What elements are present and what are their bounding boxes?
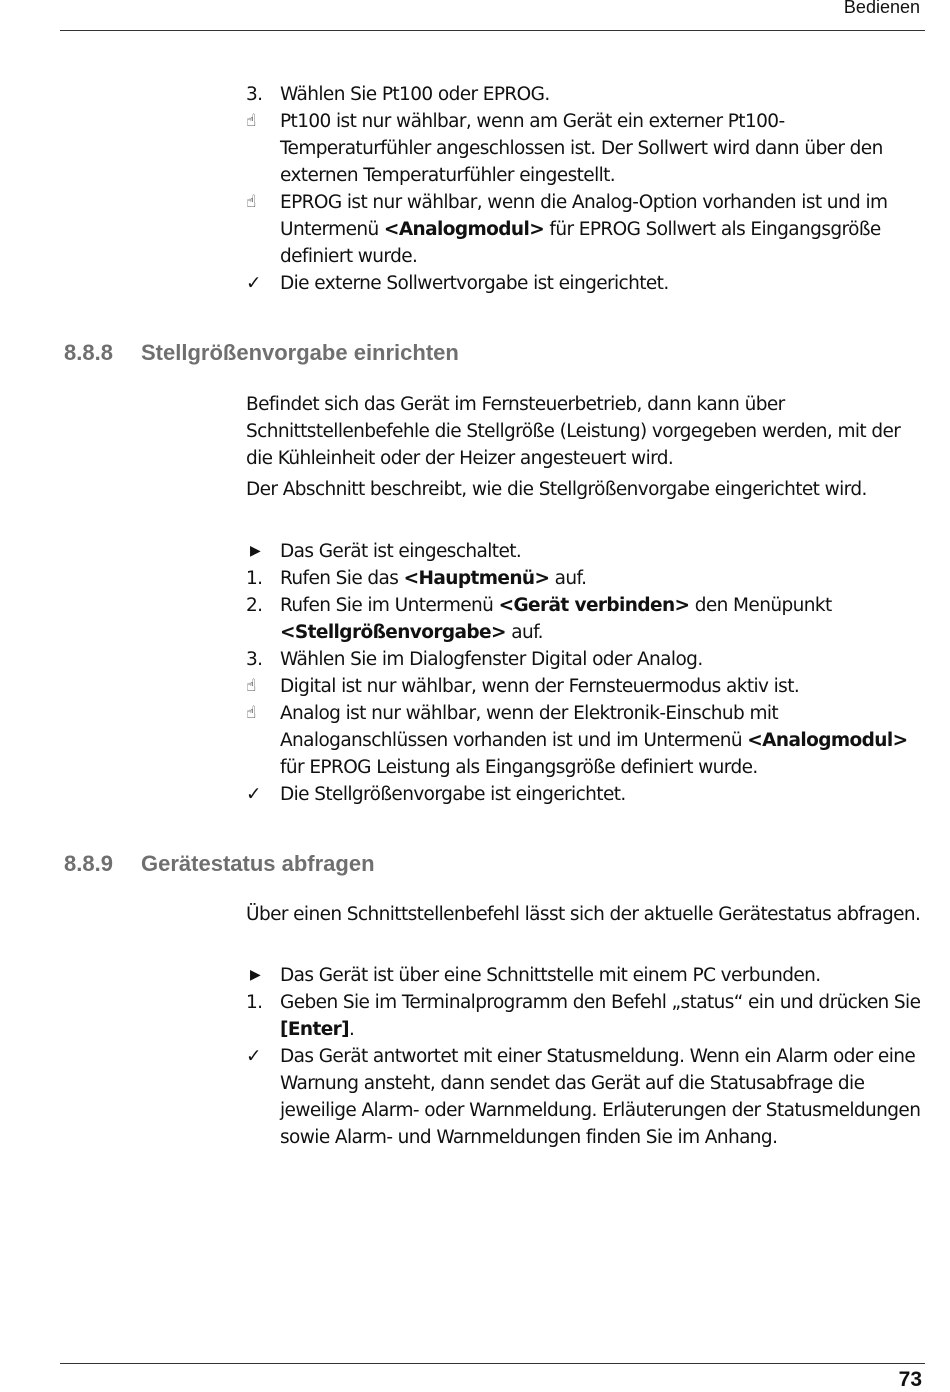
- section-888-intro: [246, 391, 926, 503]
- step-text: Rufen Sie im Untermenü <Gerät verbinden> den Menüpunkt <Stellgrößenvorgabe> auf.: [280, 595, 832, 643]
- note-item: [246, 189, 926, 270]
- note-text: Pt100 ist nur wählbar, wenn am Gerät ein externer Pt100-Temperaturfühler angeschlossen ist. Der Sollwert wird dann über den externen Temperaturfühler eingestellt.: [280, 111, 883, 186]
- intro-paragraph: Befindet sich das Gerät im Fernsteuerbetrieb, dann kann über Schnittstellenbefehle die Stellgröße (Leistung) vorgegeben werden, mit der die Kühleinheit oder der Heizer angesteuert wird.: [246, 394, 901, 469]
- note-text: Digital ist nur wählbar, wenn der Fernsteuermodus aktiv ist.: [280, 676, 800, 697]
- result-item: [246, 270, 926, 297]
- menu-reference: <Hauptmenü>: [403, 568, 550, 589]
- note-item: [246, 673, 926, 700]
- result-text: Das Gerät antwortet mit einer Statusmeldung. Wenn ein Alarm oder eine Warnung ansteht, dann sendet das Gerät auf die Statusabfrage die jeweilige Alarm- oder Warnmeldung. Erläuterungen der Statusmeldungen sowie Alarm- und Warnmeldungen finden Sie im Anhang.: [280, 1046, 921, 1148]
- header-rule: [60, 30, 925, 31]
- step-number: 3.: [246, 649, 263, 670]
- step-3-item: [246, 646, 926, 673]
- step-text: Geben Sie im Terminalprogramm den Befehl „status“ ein und drücken Sie [Enter].: [280, 992, 921, 1040]
- step-number: 1.: [246, 992, 263, 1013]
- prerequisite-text: Das Gerät ist über eine Schnittstelle mit einem PC verbunden.: [280, 965, 821, 986]
- step-1-item: [246, 989, 926, 1043]
- result-item: [246, 1043, 926, 1151]
- note-item: [246, 700, 926, 781]
- menu-reference: <Analogmodul>: [747, 730, 908, 751]
- prerequisite-item: [246, 538, 926, 565]
- key-reference: [Enter]: [280, 1019, 350, 1040]
- page-number: 73: [898, 1368, 922, 1391]
- triangle-bullet-icon: ▶: [250, 967, 261, 983]
- step-number: 2.: [246, 595, 263, 616]
- section-heading-889: [64, 851, 375, 877]
- hand-pointer-icon: ☝: [246, 111, 256, 131]
- step-2-item: [246, 592, 926, 646]
- checkmark-icon: ✓: [246, 273, 261, 294]
- intro-paragraph: Der Abschnitt beschreibt, wie die Stellgrößenvorgabe eingerichtet wird.: [246, 479, 867, 500]
- step-text: Rufen Sie das <Hauptmenü> auf.: [280, 568, 587, 589]
- step-text: Wählen Sie Pt100 oder EPROG.: [280, 84, 550, 105]
- footer-rule: [60, 1363, 925, 1364]
- hand-pointer-icon: ☝: [246, 676, 256, 696]
- result-item: [246, 781, 926, 808]
- hand-pointer-icon: ☝: [246, 192, 256, 212]
- section-889-intro: [246, 901, 926, 928]
- intro-paragraph: Über einen Schnittstellenbefehl lässt sich der aktuelle Gerätestatus abfragen.: [246, 904, 921, 925]
- step-text: Wählen Sie im Dialogfenster Digital oder Analog.: [280, 649, 703, 670]
- menu-reference: <Analogmodul>: [383, 219, 545, 240]
- section-heading-888: [64, 340, 459, 366]
- section-888-steps: [246, 538, 926, 808]
- triangle-bullet-icon: ▶: [250, 543, 261, 559]
- note-text: EPROG ist nur wählbar, wenn die Analog-Option vorhanden ist und im Untermenü <Analogmodul> für EPROG Sollwert als Eingangsgröße definiert wurde.: [280, 192, 888, 267]
- menu-reference: <Gerät verbinden>: [498, 595, 690, 616]
- section-889-steps: [246, 962, 926, 1151]
- section-title: Gerätestatus abfragen: [141, 851, 375, 876]
- prerequisite-text: Das Gerät ist eingeschaltet.: [280, 541, 522, 562]
- step-3-item: [246, 81, 926, 108]
- step-number: 1.: [246, 568, 263, 589]
- step-1-item: [246, 565, 926, 592]
- prerequisite-item: [246, 962, 926, 989]
- checkmark-icon: ✓: [246, 1046, 261, 1067]
- section-number: 8.8.9: [64, 851, 113, 876]
- setpoint-steps-list: [246, 81, 926, 297]
- note-item: [246, 108, 926, 189]
- section-title: Stellgrößenvorgabe einrichten: [141, 340, 459, 365]
- menu-reference: <Stellgrößenvorgabe>: [280, 622, 506, 643]
- step-number: 3.: [246, 84, 263, 105]
- result-text: Die Stellgrößenvorgabe ist eingerichtet.: [280, 784, 626, 805]
- note-text: Analog ist nur wählbar, wenn der Elektronik-Einschub mit Analoganschlüssen vorhanden ist und im Untermenü <Analogmodul> für EPROG Leistung als Eingangsgröße definiert wurde.: [280, 703, 908, 778]
- checkmark-icon: ✓: [246, 784, 261, 805]
- section-number: 8.8.8: [64, 340, 113, 365]
- result-text: Die externe Sollwertvorgabe ist eingerichtet.: [280, 273, 669, 294]
- running-header: Bedienen: [843, 0, 920, 17]
- hand-pointer-icon: ☝: [246, 703, 256, 723]
